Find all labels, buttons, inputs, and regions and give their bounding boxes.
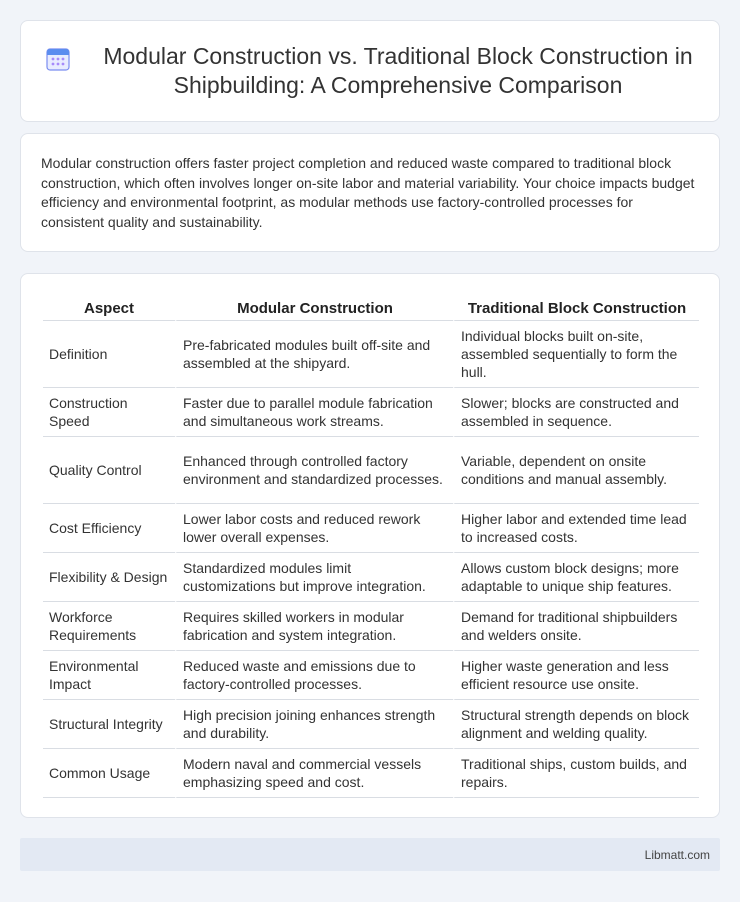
cell-modular: Enhanced through controlled factory environment and standardized processes. <box>175 437 453 504</box>
footer <box>20 838 720 871</box>
table-header-row <box>43 296 699 321</box>
cell-modular: Faster due to parallel module fabrication and simultaneous work streams. <box>175 388 453 437</box>
table-row <box>43 749 699 798</box>
page-title: Modular Construction vs. Traditional Block Construction in Shipbuilding: A Comprehensive Comparison <box>103 43 693 98</box>
table-row <box>43 388 699 437</box>
cell-traditional: Structural strength depends on block alignment and welding quality. <box>453 700 699 749</box>
cell-traditional: Demand for traditional shipbuilders and welders onsite. <box>453 602 699 651</box>
table-row <box>43 651 699 700</box>
intro-card <box>20 133 720 252</box>
title-wrap <box>45 42 695 100</box>
footer-brand: Libmatt.com <box>644 847 710 862</box>
cell-traditional: Individual blocks built on-site, assembled sequentially to form the hull. <box>453 321 699 388</box>
header-traditional: Traditional Block Construction <box>453 296 699 321</box>
cell-aspect: Definition <box>43 321 175 388</box>
cell-aspect: Environmental Impact <box>43 651 175 700</box>
table-row <box>43 553 699 602</box>
cell-traditional: Traditional ships, custom builds, and repairs. <box>453 749 699 798</box>
cell-aspect: Construction Speed <box>43 388 175 437</box>
table-row <box>43 321 699 388</box>
calendar-icon <box>45 46 71 72</box>
cell-aspect: Common Usage <box>43 749 175 798</box>
cell-modular: Reduced waste and emissions due to factory-controlled processes. <box>175 651 453 700</box>
cell-modular: Lower labor costs and reduced rework lower overall expenses. <box>175 504 453 553</box>
cell-aspect: Quality Control <box>43 437 175 504</box>
cell-traditional: Slower; blocks are constructed and assembled in sequence. <box>453 388 699 437</box>
cell-modular: Requires skilled workers in modular fabrication and system integration. <box>175 602 453 651</box>
comparison-card <box>20 273 720 818</box>
title-card <box>20 20 720 122</box>
cell-traditional: Higher labor and extended time lead to increased costs. <box>453 504 699 553</box>
table-row <box>43 437 699 504</box>
cell-modular: Modern naval and commercial vessels emphasizing speed and cost. <box>175 749 453 798</box>
comparison-table <box>43 296 699 798</box>
cell-traditional: Variable, dependent on onsite conditions and manual assembly. <box>453 437 699 504</box>
cell-modular: Pre-fabricated modules built off-site and assembled at the shipyard. <box>175 321 453 388</box>
cell-traditional: Allows custom block designs; more adaptable to unique ship features. <box>453 553 699 602</box>
cell-aspect: Structural Integrity <box>43 700 175 749</box>
cell-aspect: Workforce Requirements <box>43 602 175 651</box>
cell-aspect: Flexibility & Design <box>43 553 175 602</box>
table-row <box>43 700 699 749</box>
intro-text: Modular construction offers faster project completion and reduced waste compared to traditional block construction, which often involves longer on-site labor and material variability. Your choice impacts budget efficiency and environmental footprint, as modular methods use factory-controlled processes for consistent quality and sustainability. <box>41 155 695 230</box>
cell-modular: Standardized modules limit customizations but improve integration. <box>175 553 453 602</box>
cell-aspect: Cost Efficiency <box>43 504 175 553</box>
cell-traditional: Higher waste generation and less efficient resource use onsite. <box>453 651 699 700</box>
header-modular: Modular Construction <box>175 296 453 321</box>
cell-modular: High precision joining enhances strength and durability. <box>175 700 453 749</box>
table-row <box>43 602 699 651</box>
header-aspect: Aspect <box>43 296 175 321</box>
table-row <box>43 504 699 553</box>
